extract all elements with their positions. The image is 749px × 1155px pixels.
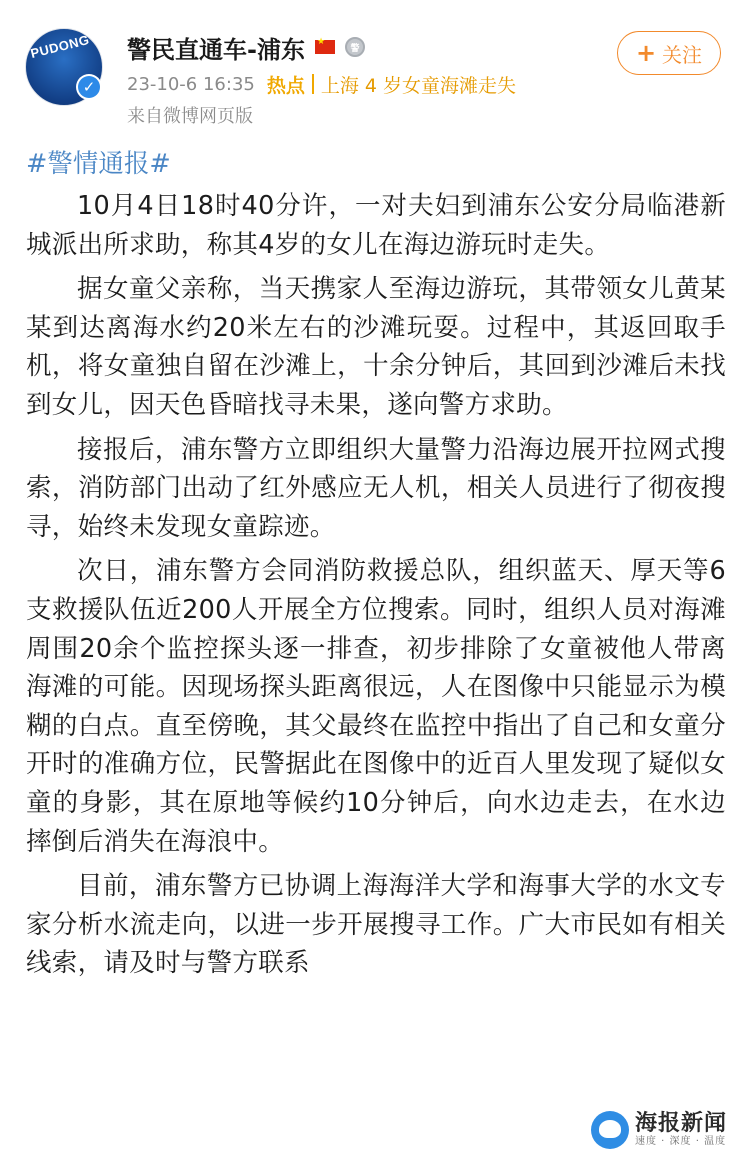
post-paragraph: 次日，浦东警方会同消防救援总队，组织蓝天、厚天等6支救援队伍近200人开展全方位搜索。同时，组织人员对海滩周围20余个监控探头逐一排查，初步排除了女童被他人带离海滩的可能。因现场探头距离很远，人在图像中只能显示为模糊的白点。直至傍晚，其父最终在监控中指出了自己和女童分开时的准确方位，民警据此在图像中的近百人里发现了疑似女童的身影，其在原地等候约10分钟后，向水边走去，在水边摔倒后消失在海浪中。	[26, 556, 726, 857]
hashtag-link[interactable]: #警情通报#	[26, 149, 171, 179]
post-body	[26, 148, 726, 983]
verified-check: ✓	[78, 76, 100, 98]
watermark-text	[635, 1112, 727, 1148]
hot-topic-link[interactable]: 上海 4 岁女童海滩走失	[320, 74, 517, 97]
post-source: 来自微博网页版	[127, 106, 253, 127]
news-watermark	[591, 1108, 745, 1152]
name-row	[127, 30, 365, 64]
post-timestamp: 23-10-6 16:35	[127, 73, 255, 95]
follow-button[interactable]	[617, 31, 721, 75]
post-header	[0, 0, 749, 140]
follow-label: 关注	[662, 42, 703, 67]
post-paragraph: 接报后，浦东警方立即组织大量警力沿海边展开拉网式搜索，消防部门出动了红外感应无人机，相关人员进行了彻夜搜寻，始终未发现女童踪迹。	[26, 434, 726, 542]
medal-icon[interactable]: 警	[345, 37, 365, 57]
news-logo-icon	[591, 1111, 629, 1149]
avatar-logo-text: PUDONG	[28, 31, 91, 62]
watermark-brand: 海报新闻	[635, 1111, 728, 1136]
plus-icon: +	[635, 39, 657, 67]
post-meta-row	[127, 70, 516, 98]
watermark-slogan: 速度 · 深度 · 温度	[635, 1136, 727, 1147]
china-flag-icon	[315, 40, 335, 54]
hot-tag[interactable]: 热点	[266, 74, 305, 97]
post-paragraph: 10月4日18时40分许，一对夫妇到浦东公安分局临港新城派出所求助，称其4岁的女儿在海边游玩时走失。	[26, 191, 726, 260]
verified-badge-icon	[76, 74, 102, 100]
meta-divider	[312, 74, 314, 94]
post-paragraph: 据女童父亲称，当天携家人至海边游玩，其带领女儿黄某某到达离海水约20米左右的沙滩玩耍。过程中，其返回取手机，将女童独自留在沙滩上，十余分钟后，其回到沙滩后未找到女儿，因天色昏暗找寻未果，遂向警方求助。	[26, 274, 726, 420]
post-paragraph: 目前，浦东警方已协调上海海洋大学和海事大学的水文专家分析水流走向，以进一步开展搜寻工作。广大市民如有相关线索，请及时与警方联系	[26, 871, 726, 979]
user-name[interactable]: 警民直通车-浦东	[127, 35, 305, 64]
